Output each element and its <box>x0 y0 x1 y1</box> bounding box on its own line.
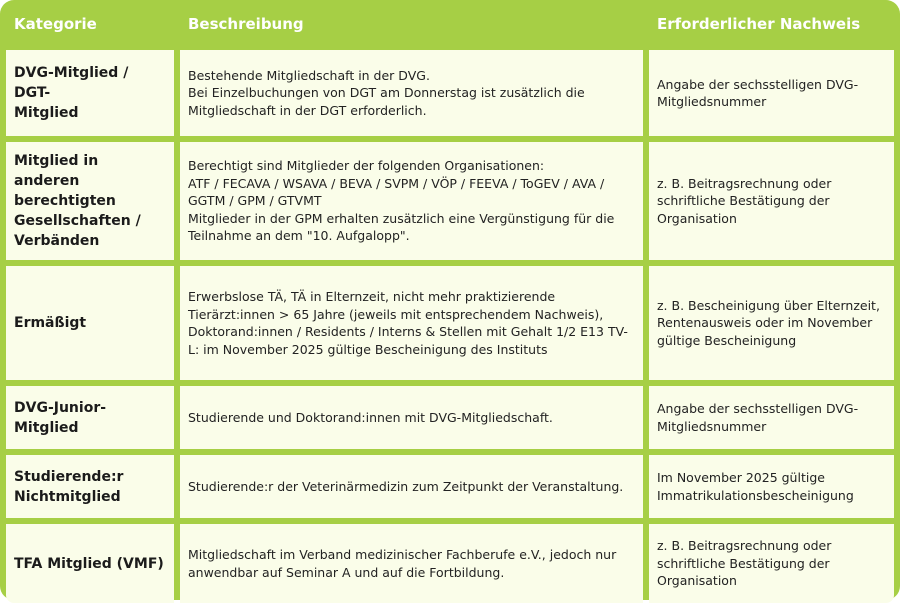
row-4-proof: Angabe der sechsstelligen DVG- Mitgliedsnummer <box>649 386 894 449</box>
row-1-category: DVG-Mitglied / DGT- Mitglied <box>6 50 174 136</box>
row-5-description: Studierende:r der Veterinärmedizin zum Zeitpunkt der Veranstaltung. <box>180 455 643 518</box>
row-2-proof: z. B. Beitragsrechnung oder schriftliche Bestätigung der Organisation <box>649 142 894 260</box>
row-6-category: TFA Mitglied (VMF) <box>6 524 174 603</box>
header-kategorie: Kategorie <box>6 6 174 44</box>
row-2-description: Berechtigt sind Mitglieder der folgenden Organisationen: ATF / FECAVA / WSAVA / BEVA / SVPM / VÖP / FEEVA / ToGEV / AVA / GGTM / GPM / GTVMT Mitglieder in der GPM erhalten zusätzlich eine Vergünstigung für die Teilnahme an dem "10. Aufgalopp". <box>180 142 643 260</box>
row-6-proof: z. B. Beitragsrechnung oder schriftliche Bestätigung der Organisation <box>649 524 894 603</box>
row-1-proof: Angabe der sechsstelligen DVG- Mitgliedsnummer <box>649 50 894 136</box>
header-nachweis: Erforderlicher Nachweis <box>649 6 894 44</box>
row-5-category: Studierende:r Nichtmitglied <box>6 455 174 518</box>
row-2-category: Mitglied in anderen berechtigten Gesellschaften / Verbänden <box>6 142 174 260</box>
row-4-description: Studierende und Doktorand:innen mit DVG-Mitgliedschaft. <box>180 386 643 449</box>
row-4-category: DVG-Junior-Mitglied <box>6 386 174 449</box>
eligibility-table <box>6 6 894 594</box>
row-3-description: Erwerbslose TÄ, TÄ in Elternzeit, nicht mehr praktizierende Tierärzt:innen > 65 Jahre (jeweils mit entsprechendem Nachweis), Doktorand:innen / Residents / Interns & Stellen mit Gehalt 1/2 E13 TV- L: im November 2025 gültige Bescheinigung des Instituts <box>180 266 643 380</box>
row-3-category: Ermäßigt <box>6 266 174 380</box>
row-3-proof: z. B. Bescheinigung über Elternzeit, Rentenausweis oder im November gültige Bescheinigung <box>649 266 894 380</box>
header-beschreibung: Beschreibung <box>180 6 643 44</box>
row-6-description: Mitgliedschaft im Verband medizinischer Fachberufe e.V., jedoch nur anwendbar auf Seminar A und auf die Fortbildung. <box>180 524 643 603</box>
row-5-proof: Im November 2025 gültige Immatrikulationsbescheinigung <box>649 455 894 518</box>
row-1-description: Bestehende Mitgliedschaft in der DVG. Bei Einzelbuchungen von DGT am Donnerstag ist zusätzlich die Mitgliedschaft in der DGT erforderlich. <box>180 50 643 136</box>
